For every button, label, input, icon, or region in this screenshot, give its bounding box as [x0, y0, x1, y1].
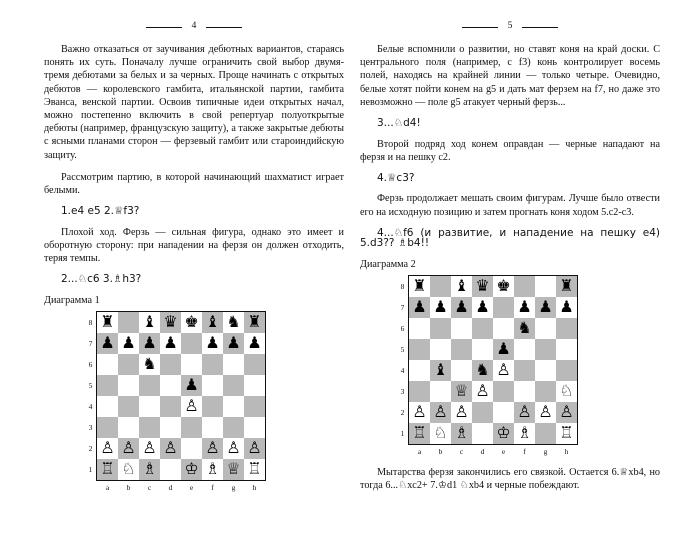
chess-piece: ♚ — [496, 275, 511, 295]
file-label-b: b — [126, 483, 131, 493]
board-square-d7 — [160, 333, 181, 354]
board-square-e1 — [493, 423, 514, 444]
chess-piece: ♞ — [517, 317, 532, 337]
chess-piece: ♟ — [454, 296, 469, 316]
board-square-b7 — [118, 333, 139, 354]
board-square-h6 — [556, 318, 577, 339]
board-square-a3 — [409, 381, 430, 402]
chess-piece: ♝ — [142, 311, 157, 331]
board-square-b2 — [118, 438, 139, 459]
board2-rank-labels — [398, 276, 407, 444]
board-square-a5 — [97, 375, 118, 396]
chess-piece: ♟ — [247, 332, 262, 352]
chess-piece: ♙ — [475, 380, 490, 400]
file-label-f: f — [523, 447, 526, 457]
board-square-g3 — [223, 417, 244, 438]
rank-label-2: 2 — [400, 408, 405, 418]
chess-piece: ♟ — [517, 296, 532, 316]
right-paragraph-2: Второй подряд ход конем оправдан — черные нападают на ферзя и на пешку с2. — [360, 138, 660, 163]
board-square-h1 — [244, 459, 265, 480]
left-page — [44, 0, 344, 540]
chess-piece: ♟ — [496, 338, 511, 358]
board-square-c2 — [451, 402, 472, 423]
board-square-g2 — [535, 402, 556, 423]
board-square-c7 — [139, 333, 160, 354]
board-square-f4 — [202, 396, 223, 417]
board-square-e4 — [493, 360, 514, 381]
board-square-a1 — [97, 459, 118, 480]
board-square-h3 — [556, 381, 577, 402]
chess-piece: ♙ — [100, 437, 115, 457]
board-square-b2 — [430, 402, 451, 423]
left-folio — [44, 20, 344, 34]
board-square-b5 — [430, 339, 451, 360]
right-move-line-2: 4.♕c3? — [377, 171, 415, 184]
file-label-f: f — [211, 483, 214, 493]
right-page — [360, 0, 660, 540]
board-square-g7 — [535, 297, 556, 318]
rank-label-3: 3 — [400, 387, 405, 397]
file-label-h: h — [564, 447, 569, 457]
board-square-e6 — [181, 354, 202, 375]
chess-piece: ♞ — [226, 311, 241, 331]
board2-file-labels — [409, 445, 577, 457]
chess-piece: ♟ — [475, 296, 490, 316]
right-paragraph-1: Белые вспомнили о развитии, но ставят коня на край доски. С центрального поля (например, с f3) конь контролирует восемь полей, находясь на крайней линии — только четыре. Очевидно, белые хотят пойти конем на g5 и дать мат ферзем на f7, но даже это невозможно — поле g5 атакует черный ферзь... — [360, 44, 660, 108]
board-square-c3 — [451, 381, 472, 402]
board-square-h8 — [556, 276, 577, 297]
board1-rank-labels — [86, 312, 95, 480]
board-square-g4 — [223, 396, 244, 417]
chess-piece: ♛ — [475, 275, 490, 295]
board-square-a6 — [97, 354, 118, 375]
rank-label-1: 1 — [400, 429, 405, 439]
chess-piece: ♟ — [226, 332, 241, 352]
chess-piece: ♟ — [538, 296, 553, 316]
left-paragraph-1: Важно отказаться от заучивания дебютных вариантов, стараясь понять их суть. Поначалу лучше ограничить свой выбор двумя-тремя дебютами за белых и за черных. Проще начинать с открытых дебютов — королевского гамбита, итальянской партии, гамбита Эванса, венской партии. Освоив типичные идеи открытых начал, можно постепенно включить в свой репертуар полуоткрытые дебюты (например, французскую защиту), а также закрытые дебюты с ясными планами сторон — ферзевый гамбит или староиндийскую защиту. — [44, 44, 344, 161]
board-square-a7 — [409, 297, 430, 318]
board-square-e3 — [493, 381, 514, 402]
board-square-d8 — [160, 312, 181, 333]
board-square-d6 — [160, 354, 181, 375]
rank-label-5: 5 — [88, 381, 93, 391]
board-square-e4 — [181, 396, 202, 417]
board-square-f6 — [514, 318, 535, 339]
chess-piece: ♕ — [226, 458, 241, 478]
board-square-a1 — [409, 423, 430, 444]
board-square-h1 — [556, 423, 577, 444]
board-square-c1 — [139, 459, 160, 480]
board-square-e7 — [181, 333, 202, 354]
board-square-e7 — [493, 297, 514, 318]
chess-piece: ♜ — [559, 275, 574, 295]
chess-piece: ♟ — [163, 332, 178, 352]
board-square-c5 — [451, 339, 472, 360]
chess-piece: ♙ — [226, 437, 241, 457]
file-label-a: a — [417, 447, 422, 457]
board-square-b3 — [118, 417, 139, 438]
file-label-a: a — [105, 483, 110, 493]
board-square-e2 — [181, 438, 202, 459]
chess-piece: ♙ — [454, 401, 469, 421]
board-square-a4 — [409, 360, 430, 381]
board-square-g1 — [535, 423, 556, 444]
file-label-d: d — [480, 447, 485, 457]
right-paragraph-3: Ферзь продолжает мешать своим фигурам. Лучше было отвести его на исходную позицию и затем прогнать коня ходом 5.c2-c3. — [360, 193, 660, 218]
chess-piece: ♖ — [100, 458, 115, 478]
chess-piece: ♖ — [412, 422, 427, 442]
folio-rule-right — [206, 27, 242, 28]
right-diagram-caption: Диаграмма 2 — [360, 258, 416, 270]
file-label-c: c — [459, 447, 464, 457]
chess-piece: ♖ — [247, 458, 262, 478]
board-square-d3 — [160, 417, 181, 438]
board-square-h4 — [556, 360, 577, 381]
rank-label-6: 6 — [400, 324, 405, 334]
right-folio — [360, 20, 660, 34]
rank-label-4: 4 — [88, 402, 93, 412]
board-square-f6 — [202, 354, 223, 375]
chess-piece: ♘ — [559, 380, 574, 400]
chess-piece: ♟ — [205, 332, 220, 352]
board-square-b4 — [430, 360, 451, 381]
board-square-e5 — [493, 339, 514, 360]
chess-piece: ♟ — [559, 296, 574, 316]
left-move-line-2: 2...♘c6 3.♗h3? — [61, 273, 142, 286]
file-label-g: g — [543, 447, 548, 457]
board-square-f5 — [202, 375, 223, 396]
board-square-f3 — [202, 417, 223, 438]
board-square-g5 — [535, 339, 556, 360]
board-square-c4 — [451, 360, 472, 381]
board-square-g8 — [535, 276, 556, 297]
board-square-a8 — [409, 276, 430, 297]
board-square-d4 — [472, 360, 493, 381]
board-square-c7 — [451, 297, 472, 318]
chess-piece: ♙ — [205, 437, 220, 457]
board-square-e3 — [181, 417, 202, 438]
chess-piece: ♙ — [163, 437, 178, 457]
rank-label-2: 2 — [88, 444, 93, 454]
board-square-c4 — [139, 396, 160, 417]
board-square-c2 — [139, 438, 160, 459]
board-square-f8 — [514, 276, 535, 297]
rank-label-8: 8 — [88, 318, 93, 328]
board-square-g1 — [223, 459, 244, 480]
left-paragraph-3: Плохой ход. Ферзь — сильная фигура, однако это имеет и оборотную сторону: при нападении на ферзя он должен отходить, теряя темпы. — [44, 226, 344, 265]
board-square-b5 — [118, 375, 139, 396]
board-square-a3 — [97, 417, 118, 438]
board-square-h6 — [244, 354, 265, 375]
board-square-h3 — [244, 417, 265, 438]
board-square-c6 — [139, 354, 160, 375]
chess-piece: ♗ — [454, 422, 469, 442]
left-move-line-1: 1.e4 e5 2.♕f3? — [61, 205, 140, 218]
board-square-d7 — [472, 297, 493, 318]
board-square-d3 — [472, 381, 493, 402]
board-square-b4 — [118, 396, 139, 417]
chess-piece: ♘ — [121, 458, 136, 478]
rank-label-4: 4 — [400, 366, 405, 376]
chess-piece: ♟ — [100, 332, 115, 352]
board-square-c8 — [451, 276, 472, 297]
file-label-c: c — [147, 483, 152, 493]
chess-piece: ♛ — [163, 311, 178, 331]
right-move-line-3: 4...♘f6 (и развитие, и нападение на пешку e4) 5.d3?? ♗b4!! — [360, 226, 660, 250]
right-move-line-1: 3...♘d4! — [377, 117, 421, 130]
board-square-c3 — [139, 417, 160, 438]
chess-piece: ♜ — [247, 311, 262, 331]
board-square-d6 — [472, 318, 493, 339]
board-square-a2 — [409, 402, 430, 423]
board-square-h4 — [244, 396, 265, 417]
board-square-f7 — [514, 297, 535, 318]
chess-piece: ♔ — [184, 458, 199, 478]
file-label-d: d — [168, 483, 173, 493]
rank-label-7: 7 — [88, 339, 93, 349]
rank-label-8: 8 — [400, 282, 405, 292]
rank-label-3: 3 — [88, 423, 93, 433]
rank-label-1: 1 — [88, 465, 93, 475]
board-square-d4 — [160, 396, 181, 417]
board-square-a2 — [97, 438, 118, 459]
board-square-e6 — [493, 318, 514, 339]
left-paragraph-2: Рассмотрим партию, в которой начинающий шахматист играет белыми. — [44, 171, 344, 197]
right-page-number: 5 — [507, 21, 513, 32]
board-square-c5 — [139, 375, 160, 396]
board-square-g6 — [535, 318, 556, 339]
chess-piece: ♝ — [433, 359, 448, 379]
chess-piece: ♙ — [121, 437, 136, 457]
chess-piece: ♟ — [433, 296, 448, 316]
board-square-c1 — [451, 423, 472, 444]
board-square-a5 — [409, 339, 430, 360]
board-square-a7 — [97, 333, 118, 354]
chess-piece: ♟ — [412, 296, 427, 316]
chess-piece: ♙ — [496, 359, 511, 379]
chess-piece: ♙ — [538, 401, 553, 421]
board-square-h8 — [244, 312, 265, 333]
board-square-b7 — [430, 297, 451, 318]
chess-piece: ♙ — [433, 401, 448, 421]
board-square-h2 — [244, 438, 265, 459]
chess-piece: ♝ — [205, 311, 220, 331]
board-square-d2 — [160, 438, 181, 459]
chess-piece: ♗ — [517, 422, 532, 442]
board-square-d8 — [472, 276, 493, 297]
board-square-b3 — [430, 381, 451, 402]
board-square-b6 — [430, 318, 451, 339]
folio-rule-left — [462, 27, 498, 28]
board2-grid — [408, 275, 578, 445]
file-label-e: e — [189, 483, 194, 493]
chess-piece: ♘ — [433, 422, 448, 442]
file-label-h: h — [252, 483, 257, 493]
chess-diagram-1 — [88, 311, 284, 493]
board-square-f1 — [202, 459, 223, 480]
board-square-b1 — [430, 423, 451, 444]
board-square-d2 — [472, 402, 493, 423]
chess-piece: ♙ — [247, 437, 262, 457]
board-square-d5 — [472, 339, 493, 360]
board-square-e1 — [181, 459, 202, 480]
board-square-g6 — [223, 354, 244, 375]
board-square-a6 — [409, 318, 430, 339]
board-square-d1 — [472, 423, 493, 444]
board-square-b8 — [118, 312, 139, 333]
board-square-g7 — [223, 333, 244, 354]
board-square-h7 — [556, 297, 577, 318]
board-square-b8 — [430, 276, 451, 297]
board-square-g5 — [223, 375, 244, 396]
board-square-e2 — [493, 402, 514, 423]
board-square-f2 — [514, 402, 535, 423]
board-square-e8 — [493, 276, 514, 297]
board-square-e5 — [181, 375, 202, 396]
board-square-f2 — [202, 438, 223, 459]
board-square-f3 — [514, 381, 535, 402]
board-square-g4 — [535, 360, 556, 381]
board-square-c6 — [451, 318, 472, 339]
board-square-h5 — [556, 339, 577, 360]
file-label-b: b — [438, 447, 443, 457]
chess-piece: ♗ — [142, 458, 157, 478]
board-square-d1 — [160, 459, 181, 480]
folio-rule-right — [522, 27, 558, 28]
chess-piece: ♜ — [412, 275, 427, 295]
chess-piece: ♙ — [517, 401, 532, 421]
chess-piece: ♜ — [100, 311, 115, 331]
board-square-h2 — [556, 402, 577, 423]
chess-piece: ♝ — [454, 275, 469, 295]
chess-piece: ♟ — [184, 374, 199, 394]
board1-file-labels — [97, 481, 265, 493]
board-square-e8 — [181, 312, 202, 333]
rank-label-5: 5 — [400, 345, 405, 355]
board-square-f1 — [514, 423, 535, 444]
board-square-a8 — [97, 312, 118, 333]
file-label-g: g — [231, 483, 236, 493]
board-square-a4 — [97, 396, 118, 417]
board-square-g3 — [535, 381, 556, 402]
chess-piece: ♕ — [454, 380, 469, 400]
board-square-f8 — [202, 312, 223, 333]
chess-piece: ♖ — [559, 422, 574, 442]
chess-diagram-2 — [400, 275, 596, 457]
board-square-d5 — [160, 375, 181, 396]
board-square-b1 — [118, 459, 139, 480]
board-square-g2 — [223, 438, 244, 459]
rank-label-6: 6 — [88, 360, 93, 370]
board-square-h5 — [244, 375, 265, 396]
board-square-b6 — [118, 354, 139, 375]
chess-piece: ♙ — [184, 395, 199, 415]
right-paragraph-final: Мытарства ферзя закончились его связкой. Остается 6.♕xb4, но тогда 6...♘xc2+ 7.♔d1 ♘xb4 и черные побеждают. — [360, 467, 660, 492]
chess-piece: ♟ — [142, 332, 157, 352]
board-square-g8 — [223, 312, 244, 333]
folio-rule-left — [146, 27, 182, 28]
board-square-h7 — [244, 333, 265, 354]
chess-piece: ♙ — [559, 401, 574, 421]
chess-piece: ♗ — [205, 458, 220, 478]
chess-piece: ♙ — [412, 401, 427, 421]
chess-piece: ♞ — [475, 359, 490, 379]
left-diagram-caption: Диаграмма 1 — [44, 294, 100, 306]
chess-piece: ♚ — [184, 311, 199, 331]
board1-grid — [96, 311, 266, 481]
chess-piece: ♞ — [142, 353, 157, 373]
board-square-f5 — [514, 339, 535, 360]
board-square-f7 — [202, 333, 223, 354]
chess-piece: ♔ — [496, 422, 511, 442]
chess-piece: ♟ — [121, 332, 136, 352]
board-square-f4 — [514, 360, 535, 381]
file-label-e: e — [501, 447, 506, 457]
board-square-c8 — [139, 312, 160, 333]
rank-label-7: 7 — [400, 303, 405, 313]
left-page-number: 4 — [191, 21, 197, 32]
chess-piece: ♙ — [142, 437, 157, 457]
